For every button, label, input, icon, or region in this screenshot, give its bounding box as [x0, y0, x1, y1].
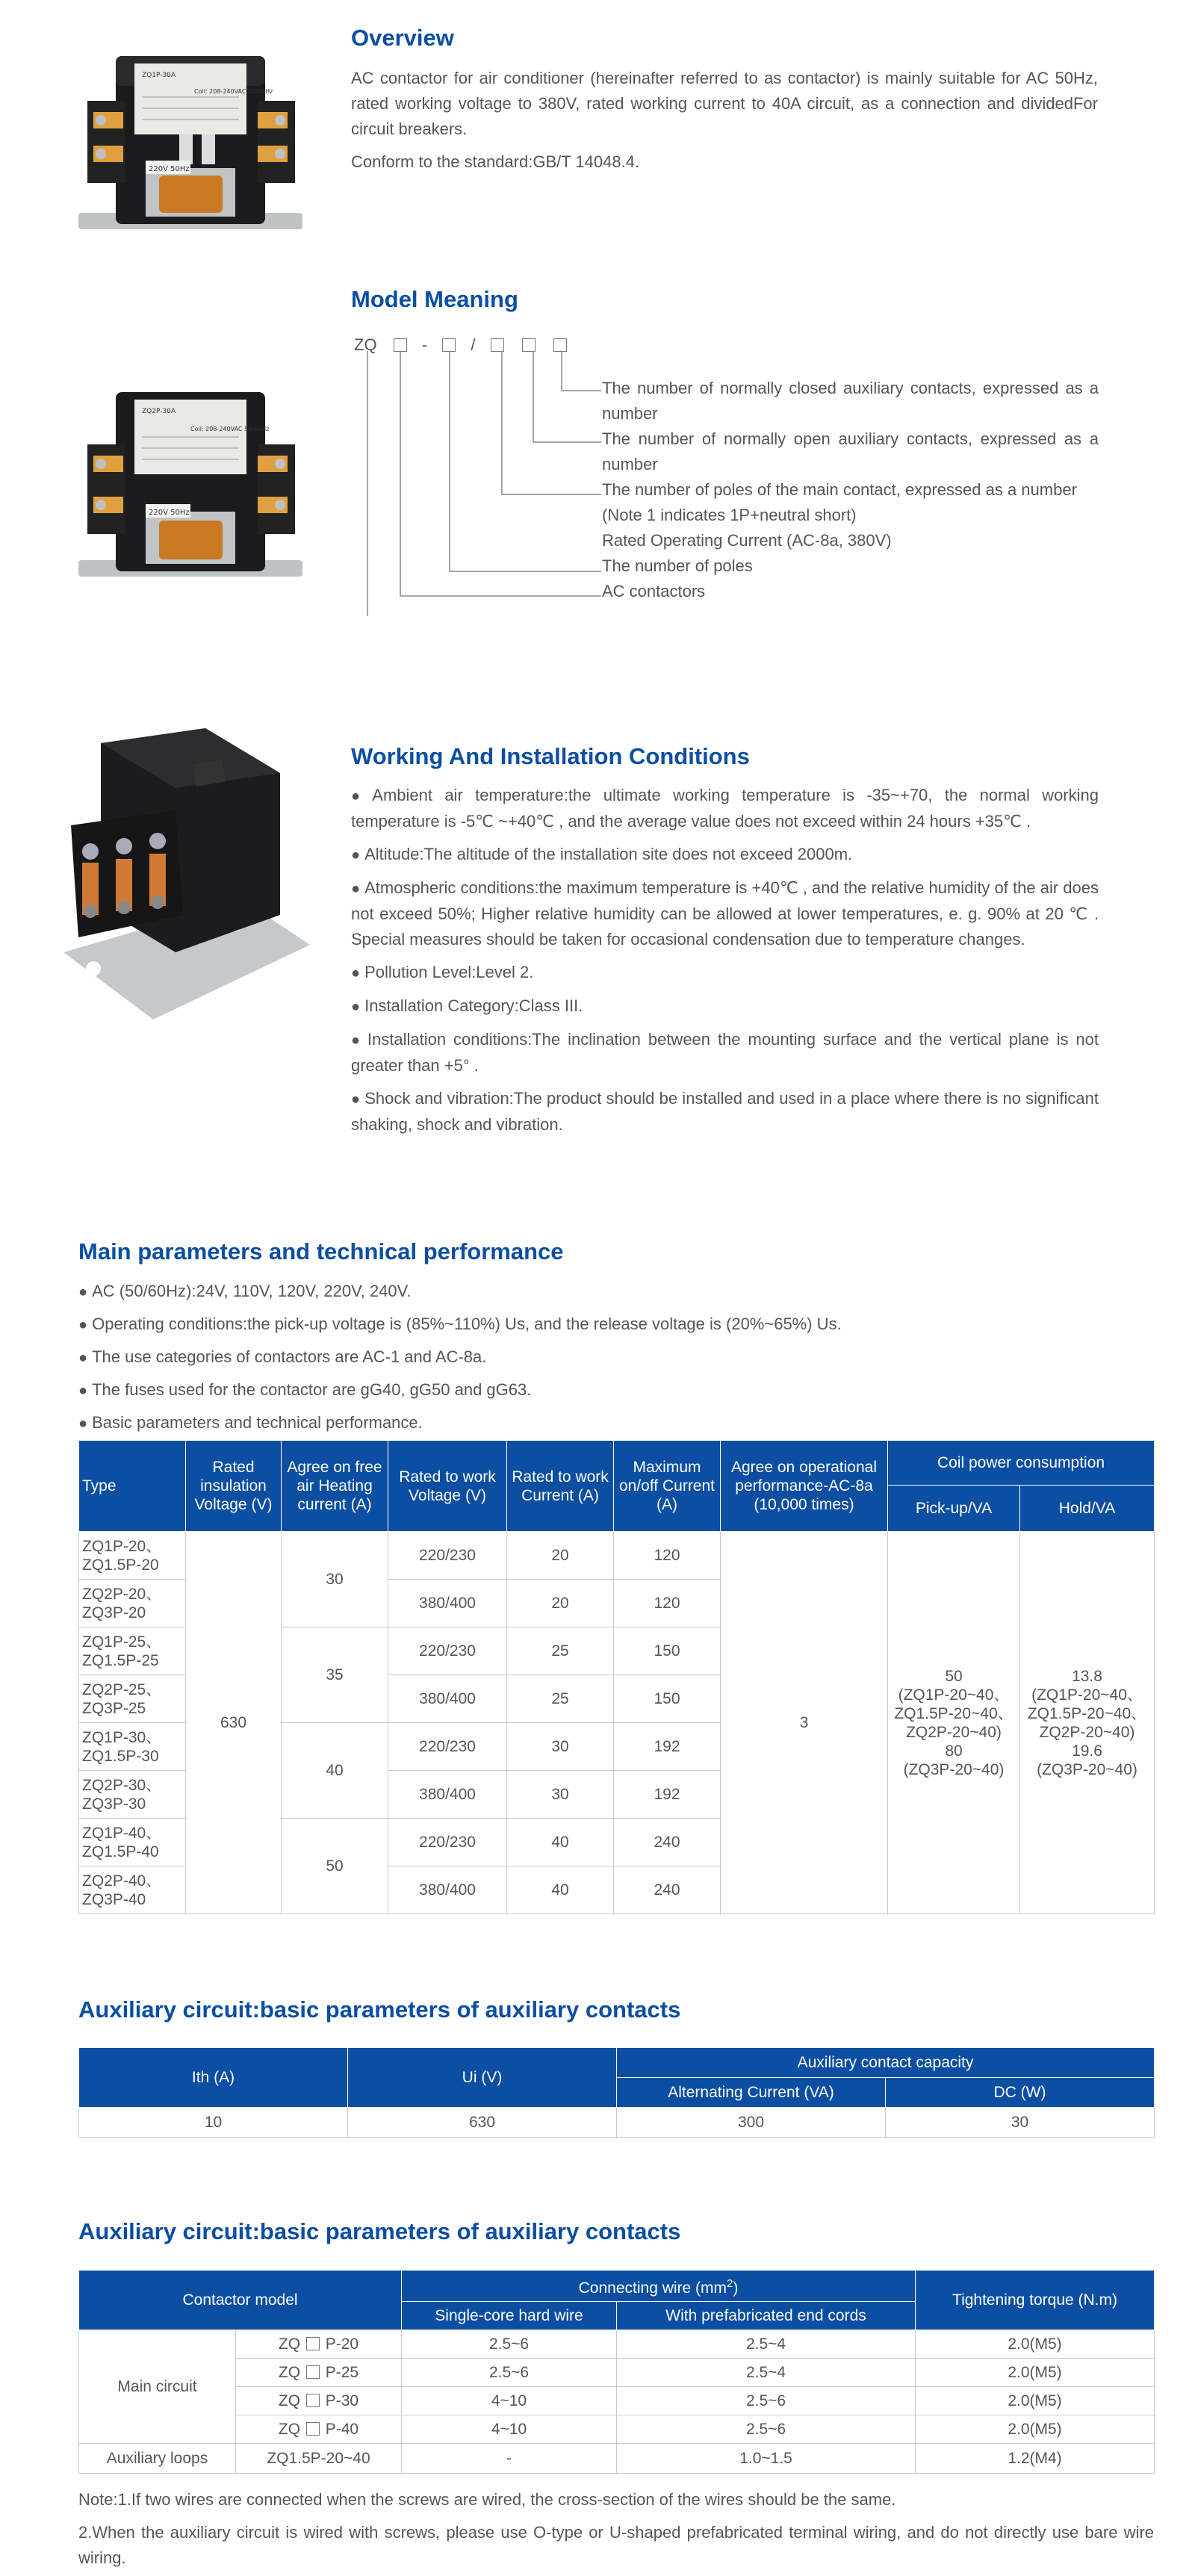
- model-box-icon: [306, 2337, 320, 2350]
- th-ith: Ith (A): [79, 2048, 348, 2108]
- model-line-main-poles: The number of poles of the main contact, expressed as a number: [602, 480, 1077, 499]
- cell-aux-model: ZQ1.5P-20~40: [236, 2444, 402, 2474]
- condition-ambient-temp: ● Ambient air temperature:the ultimate working temperature is -35~+70, the normal working temperature is -5℃ ~+40℃ , and the average value does not exceed within 24 hours +35℃ .: [351, 786, 1099, 831]
- th-rated-work-current: Rated to work Current (A): [507, 1441, 614, 1532]
- image-label-model: ZQ1P-30A: [142, 72, 176, 79]
- contactor-1p-image: [71, 41, 317, 265]
- cell-voltage: 220/230: [388, 1627, 507, 1675]
- cell-voltage: 220/230: [388, 1819, 507, 1866]
- model-line-ac: AC contactors: [602, 582, 706, 600]
- cell-model: ZQ P-20: [236, 2330, 402, 2359]
- cell-torque: 2.0(M5): [916, 2387, 1155, 2415]
- th-torque: Tightening torque (N.m): [916, 2271, 1155, 2330]
- param-fuses: ● The fuses used for the contactor are gG40, gG50 and gG63.: [78, 1380, 532, 1399]
- cell-model: ZQ P-25: [236, 2359, 402, 2387]
- cell-current: 30: [507, 1771, 614, 1819]
- cell-current: 20: [507, 1532, 614, 1580]
- cell-free-air-35: 35: [282, 1627, 388, 1723]
- model-leader-lines: [351, 347, 605, 616]
- cell-max-current: 120: [614, 1532, 721, 1580]
- table-row-type: ZQ2P-20、ZQ3P-20: [79, 1580, 186, 1627]
- th-rated-insulation: Rated insulation Voltage (V): [186, 1441, 282, 1532]
- image-label-voltage: 220V 50Hz: [149, 509, 190, 517]
- cell-ac: 300: [617, 2108, 886, 2138]
- model-line-poles: The number of poles: [602, 556, 753, 575]
- cell-main-circuit: Main circuit: [79, 2330, 236, 2444]
- condition-atmospheric: ● Atmospheric conditions:the maximum temperature is +40℃ , and the relative humidity of the air does not exceed 50%; Higher relative humidity can be allowed at lower temperatures, e. g. 90% at 20 ℃ . Special measures should be taken for occasional condensation due to temperature changes.: [351, 878, 1099, 949]
- cell-voltage: 220/230: [388, 1723, 507, 1771]
- param-ac: ● AC (50/60Hz):24V, 110V, 120V, 220V, 240V.: [78, 1282, 412, 1300]
- table-row-type: ZQ1P-25、ZQ1.5P-25: [79, 1627, 186, 1675]
- main-parameters-list: [78, 1279, 1161, 1443]
- cell-max-current: 120: [614, 1580, 721, 1627]
- cell-aux-prefab: 1.0~1.5: [617, 2444, 916, 2474]
- cell-dc: 30: [886, 2108, 1155, 2138]
- model-meaning-title: Model Meaning: [351, 286, 518, 312]
- th-operational: Agree on operational performance-AC-8a (10,000 times): [721, 1441, 888, 1532]
- cell-prefab: 2.5~6: [617, 2387, 916, 2415]
- cell-voltage: 380/400: [388, 1675, 507, 1723]
- model-code-dash: -: [421, 335, 428, 354]
- condition-installation: ● Installation conditions:The inclination between the mounting surface and the vertical plane is not greater than +5° .: [351, 1030, 1099, 1075]
- model-line-no: The number of normally open auxiliary contacts, expressed as a number: [602, 429, 1099, 474]
- model-line-note: (Note 1 indicates 1P+neutral short): [602, 506, 857, 524]
- cell-torque: 2.0(M5): [916, 2359, 1155, 2387]
- overview-title: Overview: [351, 25, 454, 51]
- overview-standard: Conform to the standard:GB/T 14048.4.: [351, 152, 640, 171]
- aux-contacts-table: [78, 2047, 1155, 2138]
- cell-free-air-40: 40: [282, 1723, 388, 1819]
- th-rated-work-voltage: Rated to work Voltage (V): [388, 1441, 507, 1532]
- working-conditions-list: [351, 783, 1099, 1145]
- table-row-type: ZQ1P-40、ZQ1.5P-40: [79, 1819, 186, 1866]
- model-box-icon: [306, 2422, 320, 2436]
- model-box-icon: [306, 2394, 320, 2407]
- th-connecting-wire: Connecting wire $(mm^2)$: [402, 2271, 916, 2302]
- cell-max-current: 192: [614, 1723, 721, 1771]
- param-categories: ● The use categories of contactors are AC-1 and AC-8a.: [78, 1347, 487, 1366]
- image-label-voltage: 220V 50Hz: [149, 165, 190, 173]
- cell-ui: 630: [348, 2108, 617, 2138]
- wiring-notes: [78, 2487, 1154, 2571]
- th-max-onoff: Maximum on/off Current (A): [614, 1441, 721, 1532]
- cell-single: 4~10: [402, 2387, 617, 2415]
- cell-ith: 10: [79, 2108, 348, 2138]
- cell-aux-torque: 1.2(M4): [916, 2444, 1155, 2474]
- main-parameters-table: [78, 1440, 1155, 1914]
- main-parameters-title: Main parameters and technical performance: [78, 1238, 564, 1264]
- cell-operational: 3: [721, 1532, 888, 1914]
- cell-torque: 2.0(M5): [916, 2330, 1155, 2359]
- param-basic: ● Basic parameters and technical performance.: [78, 1413, 423, 1432]
- cell-current: 40: [507, 1819, 614, 1866]
- model-line-current: Rated Operating Current (AC-8a, 380V): [602, 531, 892, 550]
- th-prefab: With prefabricated end cords: [617, 2302, 916, 2330]
- condition-pollution: ● Pollution Level:Level 2.: [351, 963, 534, 981]
- wiring-table: [78, 2270, 1155, 2474]
- image-label-model: ZQ2P-30A: [142, 408, 176, 415]
- cell-free-air-50: 50: [282, 1819, 388, 1914]
- param-operating: ● Operating conditions:the pick-up voltage is (85%~110%) Us, and the release voltage is (20%~65%) Us.: [78, 1315, 842, 1333]
- aux-contacts-title: Auxiliary circuit:basic parameters of auxiliary contacts: [78, 1996, 681, 2023]
- working-conditions-title: Working And Installation Conditions: [351, 743, 750, 769]
- th-hold: Hold/VA: [1020, 1486, 1155, 1532]
- th-ac: Alternating Current (VA): [617, 2078, 886, 2108]
- cell-single: 2.5~6: [402, 2330, 617, 2359]
- cell-current: 20: [507, 1580, 614, 1627]
- condition-shock-vibration: ● Shock and vibration:The product should be installed and used in a place where there is no significant shaking, shock and vibration.: [351, 1089, 1099, 1134]
- table-row-type: ZQ2P-40、ZQ3P-40: [79, 1866, 186, 1914]
- cell-prefab: 2.5~6: [617, 2415, 916, 2444]
- table-row-type: ZQ1P-30、ZQ1.5P-30: [79, 1723, 186, 1771]
- cell-max-current: 150: [614, 1627, 721, 1675]
- table-row-type: ZQ2P-25、ZQ3P-25: [79, 1675, 186, 1723]
- image-label-coil: Coil: 208-240VAC 50/60Hz: [190, 426, 270, 432]
- note-1: Note:1.If two wires are connected when the screws are wired, the cross-section of the wires should be the same.: [78, 2490, 896, 2509]
- cell-voltage: 380/400: [388, 1866, 507, 1914]
- th-single-core: Single-core hard wire: [402, 2302, 617, 2330]
- cell-current: 40: [507, 1866, 614, 1914]
- image-label-coil: Coil: 208-240VAC 50/60Hz: [194, 88, 273, 95]
- condition-installation-category: ● Installation Category:Class III.: [351, 996, 583, 1015]
- cell-insulation: 630: [186, 1532, 282, 1914]
- cell-current: 30: [507, 1723, 614, 1771]
- model-code-prefix: ZQ: [354, 335, 377, 354]
- th-dc: DC (W): [886, 2078, 1155, 2108]
- th-type: Type: [79, 1441, 186, 1532]
- contactor-2p-image: [71, 377, 317, 609]
- table-row-type: ZQ2P-30、ZQ3P-30: [79, 1771, 186, 1819]
- wiring-title: Auxiliary circuit:basic parameters of auxiliary contacts: [78, 2218, 681, 2244]
- model-box-icon: [306, 2365, 320, 2379]
- th-coil-power: Coil power consumption: [888, 1441, 1155, 1486]
- cell-single: 2.5~6: [402, 2359, 617, 2387]
- cell-aux-loops: Auxiliary loops: [79, 2444, 236, 2474]
- cell-max-current: 240: [614, 1866, 721, 1914]
- model-line-nc: The number of normally closed auxiliary contacts, expressed as a number: [602, 379, 1099, 423]
- cell-model: ZQ P-40: [236, 2415, 402, 2444]
- cell-prefab: 2.5~4: [617, 2359, 916, 2387]
- cell-max-current: 150: [614, 1675, 721, 1723]
- cell-current: 25: [507, 1675, 614, 1723]
- cell-model: ZQ P-30: [236, 2387, 402, 2415]
- cell-current: 25: [507, 1627, 614, 1675]
- cell-hold: 13.8 (ZQ1P-20~40、 ZQ1.5P-20~40、 ZQ2P-20~40) 19.6 (ZQ3P-20~40): [1020, 1532, 1155, 1914]
- th-aux-capacity: Auxiliary contact capacity: [617, 2048, 1155, 2078]
- th-free-air: Agree on free air Heating current (A): [282, 1441, 388, 1532]
- cell-voltage: 380/400: [388, 1580, 507, 1627]
- cell-voltage: 220/230: [388, 1532, 507, 1580]
- cell-prefab: 2.5~4: [617, 2330, 916, 2359]
- cell-free-air-30: 30: [282, 1532, 388, 1627]
- cell-torque: 2.0(M5): [916, 2415, 1155, 2444]
- model-meaning-list: [602, 376, 1099, 604]
- cell-single: 4~10: [402, 2415, 617, 2444]
- condition-altitude: ● Altitude:The altitude of the installation site does not exceed 2000m.: [351, 845, 853, 863]
- note-2: 2.When the auxiliary circuit is wired with screws, please use O-type or U-shaped prefabricated terminal wiring, and do not directly use bare wire wiring.: [78, 2523, 1154, 2567]
- model-code-slash: /: [471, 335, 476, 354]
- cell-max-current: 240: [614, 1819, 721, 1866]
- cell-max-current: 192: [614, 1771, 721, 1819]
- table-row-type: ZQ1P-20、ZQ1.5P-20: [79, 1532, 186, 1580]
- cell-voltage: 380/400: [388, 1771, 507, 1819]
- overview-paragraph: AC contactor for air conditioner (hereinafter referred to as contactor) is mainly suitable for AC 50Hz, rated working voltage to 380V, rated working current to 40A circuit, as a connection and dividedFor circuit breakers.: [351, 69, 1098, 138]
- contactor-3p-image: [56, 728, 317, 1042]
- cell-aux-single: -: [402, 2444, 617, 2474]
- cell-pickup: 50 (ZQ1P-20~40、 ZQ1.5P-20~40、 ZQ2P-20~40) 80 (ZQ3P-20~40): [888, 1532, 1020, 1914]
- th-ui: Ui (V): [348, 2048, 617, 2108]
- th-pickup: Pick-up/VA: [888, 1486, 1020, 1532]
- th-contactor-model: Contactor model: [79, 2271, 402, 2330]
